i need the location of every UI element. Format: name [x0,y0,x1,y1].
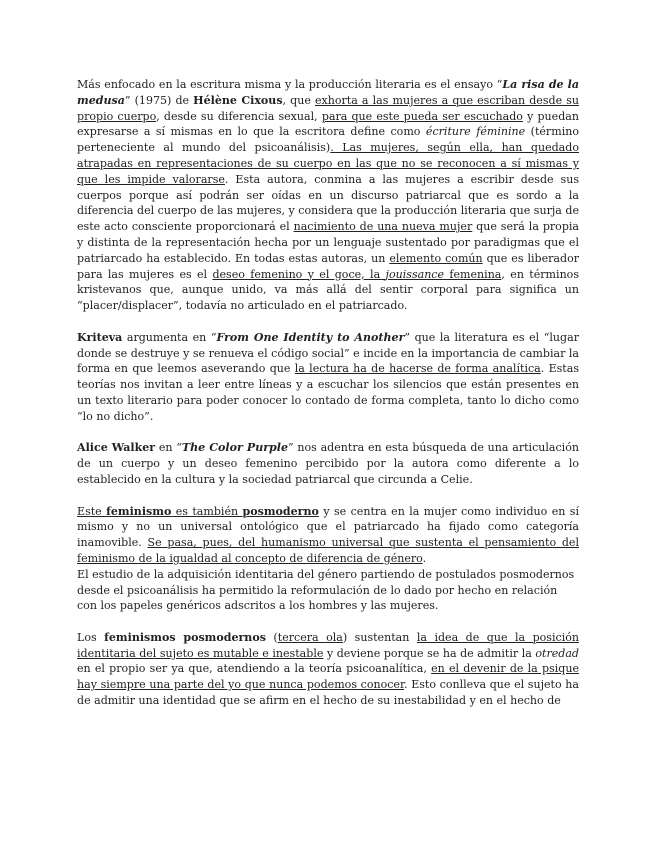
underlined-text: Este [77,504,107,518]
paragraph-kristeva: Kriteva argumenta en “From One Identity to Another” que la literatura es el “lugar donde se destruye y se renueva el código social” e incide en la importancia de cambiar la forma en que leemos aseverando que la lectura ha de hacerse de forma analítica. Estas teorías nos invitan a leer entre líneas y a escuchar los silencios que están presentes en un texto literario para poder conocer lo contado de forma completa, tanto lo dicho como “lo no dicho”. [77,330,580,423]
underlined-text: la idea de que la posición identitaria del sujeto es mutable e inestable [77,630,579,660]
underlined-text: en el devenir de la psique hay siempre una parte del yo que nunca podemos conocer [77,662,579,692]
author-name: Alice Walker [77,441,156,455]
key-term: feminismos posmodernos [104,630,266,644]
underlined-text: . Las mujeres, según ella, han quedado atrapadas en representaciones de su cuerpo en las que no se reconocen a sí mismas y que les impide valorarse [77,141,579,186]
paragraph-cixous: Más enfocado en la escritura misma y la producción literaria es el ensayo “La risa de la medusa” (1975) de Hélène Cixous, que exhorta a las mujeres a que escriban desde su propio cuerpo, desde su diferencia sexual, para que este pueda ser escuchado y puedan expresarse a sí mismas en lo que la escritora define como écriture féminine (término perteneciente al mundo del psicoanálisis). Las mujeres, según ella, han quedado atrapadas en representaciones de su cuerpo en las que no se reconocen a sí mismas y que les impide valorarse. Esta autora, conmina a las mujeres a escribir desde sus cuerpos porque así podrán ser oídas en un discurso patriarcal que es sordo a la diferencia del cuerpo de las mujeres, y considera que la producción literaria que surja de este acto consciente proporcionará el nacimiento de una nueva mujer que será la propia y distinta de la representación hecha por un lenguaje sustentado por paradigmas que el patriarcado ha establecido. En todas estas autoras, un elemento común que es liberador para las mujeres es el deseo femenino y el goce, la jouissance femenina, en términos kristevanos que, aunque unido, va más allá del sentir corporal para significa un “placer/displacer”, todavía no articulado en el patriarcado. [77,78,580,313]
underlined-text: es también [171,504,243,518]
underlined-text: la lectura ha de hacerse de forma analítica [294,362,541,376]
underlined-text: nacimiento de una nueva mujer [293,220,473,234]
paragraph-walker: Alice Walker en “The Color Purple” nos adentra en esta búsqueda de una articulación de un cuerpo y un deseo femenino percibido por la autora como diferente a lo establecido en la cultura y la sociedad patriarcal que circunda a Celie. [77,441,579,486]
underlined-text: tercera ola [277,630,343,644]
paragraph-feminismos-posmodernos: Los feminismos posmodernos (tercera ola) sustentan la idea de que la posición identitaria del sujeto es mutable e inestable y deviene porque se ha de admitir la otredad en el propio ser ya que, atendiendo a la teoría psicoanalítica, en el devenir de la psique hay siempre una parte del yo que nunca podemos conocer. Esto conlleva que el sujeto ha de admitir una identidad que se afirm en el hecho de su inestabilidad y en el hecho de [77,630,579,708]
underlined-text: exhorta a las mujeres a que escriban desde su propio cuerpo [77,93,579,123]
paragraph-feminismo-posmoderno: Este feminismo es también posmoderno y se centra en la mujer como individuo en sí mismo y no un universal ontológico que el patriarcado ha fijado como categoría inamovible. Se pasa, pues, del humanismo universal que sustenta el pensamiento del feminismo de la igualdad al concepto de diferencia de género. [77,504,579,565]
document-body [77,77,579,709]
paragraph-psicoanalisis: El estudio de la adquisición identitaria del género partiendo de postulados posmodernos desde el psicoanálisis ha permitido la reformulación de lo dado por hecho en relación con los papeles genéricos adscritos a los hombres y las mujeres. [77,567,575,613]
underlined-text: elemento común [389,251,483,265]
book-title: The Color Purple [181,441,289,455]
key-term: posmoderno [242,504,319,518]
underlined-text: para que este pueda ser escuchado [321,109,523,123]
essay-title: From One Identity to Another [216,330,405,344]
underlined-text: deseo femenino y el goce, la jouissance femenina [212,267,502,281]
author-name: Kriteva [77,330,123,344]
author-name: Hélène Cixous [193,93,283,107]
underlined-text: Se pasa, pues, del humanismo universal que sustenta el pensamiento del feminismo de la igualdad al concepto de diferencia de género [77,536,579,565]
essay-title: La risa de la medusa [77,78,579,107]
key-term: feminismo [106,504,172,518]
